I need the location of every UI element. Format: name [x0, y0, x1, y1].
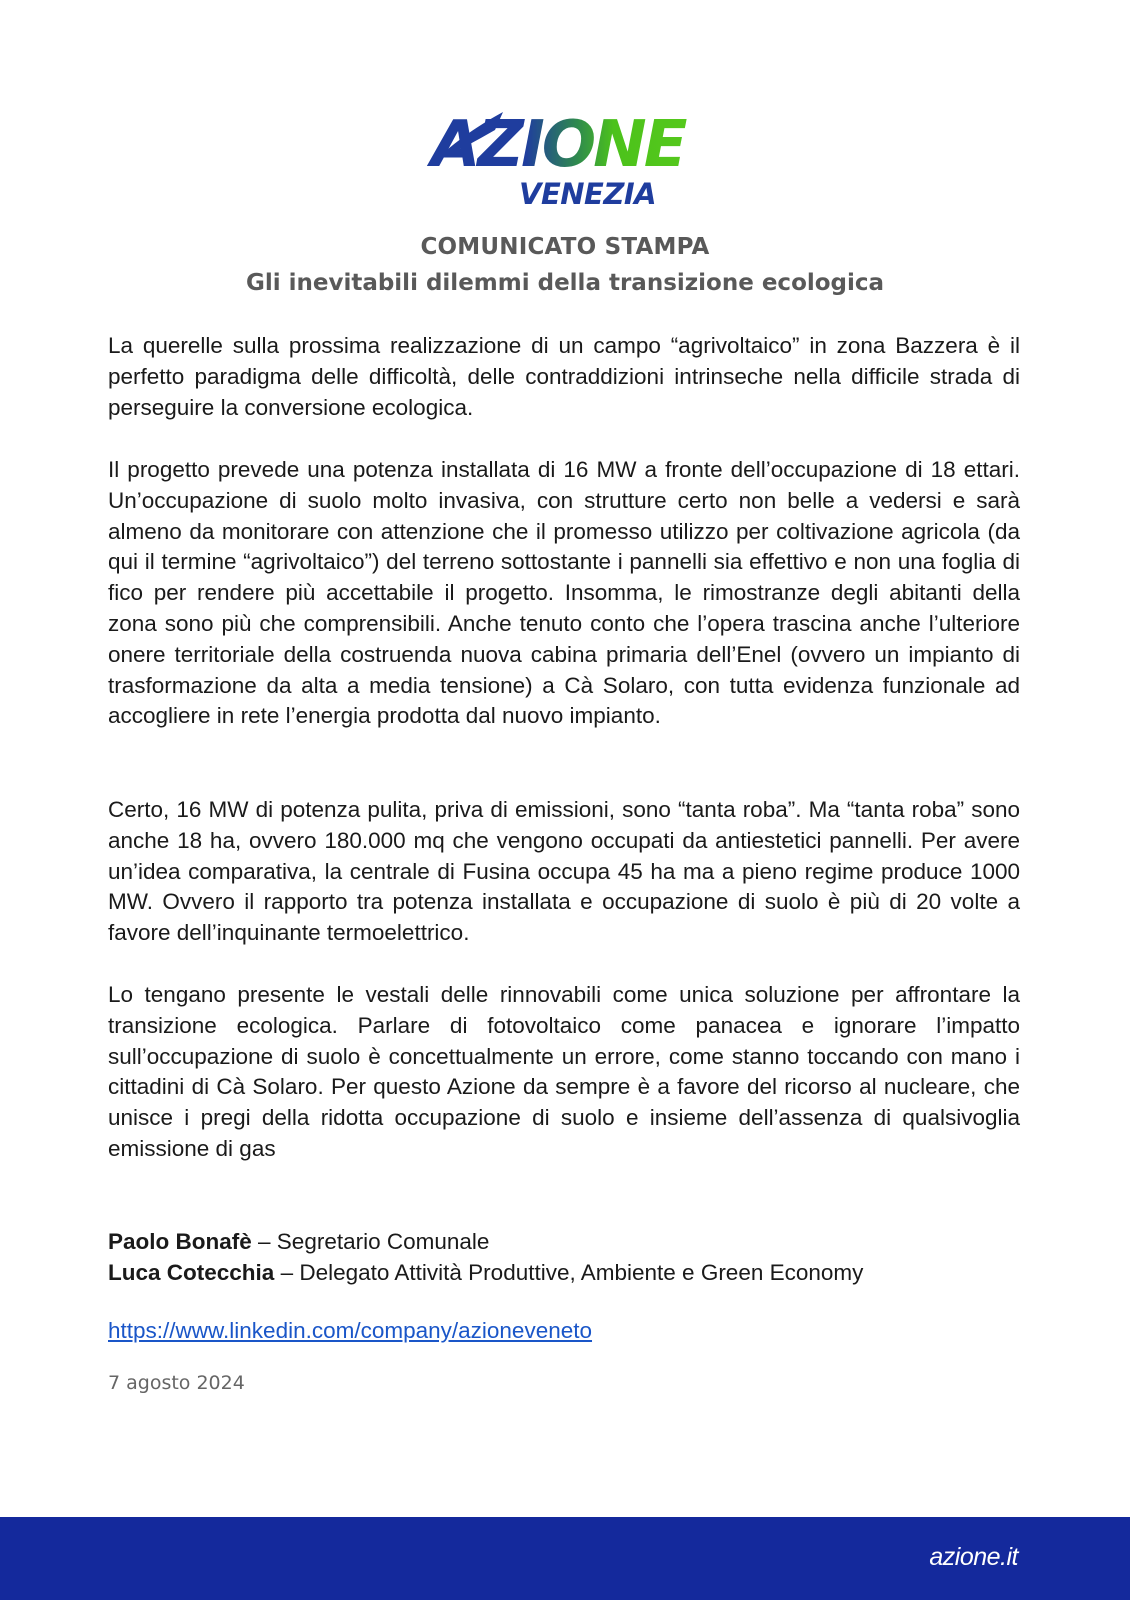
signatory-role: – Segretario Comunale — [251, 1229, 490, 1254]
linkedin-link[interactable]: https://www.linkedin.com/company/azioneveneto — [108, 1318, 593, 1343]
signatory-name: Luca Cotecchia — [108, 1260, 275, 1285]
body-paragraph — [108, 331, 1020, 423]
svg-text:AZIONE: AZIONE — [431, 108, 685, 182]
footer-website: azione.it — [929, 1543, 1018, 1571]
paragraph-text: Lo tengano presente le vestali delle rinnovabili come unica soluzione per affrontare la transizione ecologica. Parlare di fotovoltaico come panacea e ignorare l’impatto sull’occupazione di suolo è concettualmente un errore, come stanno toccando con mano i cittadini di Cà Solaro. Per questo Azione da sempre è a favore del ricorso al nucleare, che unisce i pregi della ridotta occupazione di suolo e insieme dell’assenza di qualsivoglia emissione di gas — [108, 982, 1020, 1161]
body-paragraph — [108, 795, 1020, 949]
signature-line — [108, 1257, 863, 1288]
release-date: 7 agosto 2024 — [108, 1372, 245, 1394]
paragraph-text: La querelle sulla prossima realizzazione di un campo “agrivoltaico” in zona Bazzera è il perfetto paradigma delle difficoltà, delle contraddizioni intrinseche nella difficile strada di perseguire la conversione ecologica. — [108, 333, 1020, 420]
signatory-role: – Delegato Attività Produttive, Ambiente e Green Economy — [274, 1260, 864, 1285]
signature-line — [108, 1226, 489, 1257]
paragraph-text: Certo, 16 MW di potenza pulita, priva di emissioni, sono “tanta roba”. Ma “tanta roba” sono anche 18 ha, ovvero 180.000 mq che vengono occupati da antiestetici pannelli. Per avere un’idea comparativa, la centrale di Fusina occupa 45 ha ma a pieno regime produce 1000 MW. Ovvero il rapporto tra potenza installata e occupazione di suolo è più di 20 volte a favore dell’inquinante termoelettrico. — [108, 797, 1020, 946]
footer-bar — [0, 1517, 1130, 1600]
press-release-subtitle: Gli inevitabili dilemmi della transizione ecologica — [245, 270, 885, 296]
press-release-title: COMUNICATO STAMPA — [420, 234, 710, 260]
paragraph-text: Il progetto prevede una potenza installata di 16 MW a fronte dell’occupazione di 18 ettari. Un’occupazione di suolo molto invasiva, con strutture certo non belle a vedersi e sarà almeno da monitorare con attenzione che il promesso utilizzo per coltivazione agricola (da qui il termine “agrivoltaico”) del terreno sottostante i pannelli sia effettivo e non una foglia di fico per rendere più accettabile il progetto. Insomma, le rimostranze degli abitanti della zona sono più che comprensibili. Anche tenuto conto che l’opera trascina anche l’ulteriore onere territoriale della costruenda nuova cabina primaria dell’Enel (ovvero un impianto di trasformazione da alta a media tensione) a Cà Solaro, con tutta evidenza funzionale ad accogliere in rete l’energia prodotta dal nuovo impianto. — [108, 457, 1020, 729]
body-paragraph — [108, 455, 1020, 732]
body-paragraph — [108, 980, 1020, 1165]
svg-text:VENEZIA: VENEZIA — [519, 177, 657, 211]
azione-venezia-logo — [425, 104, 705, 214]
signatory-name: Paolo Bonafè — [108, 1229, 252, 1254]
